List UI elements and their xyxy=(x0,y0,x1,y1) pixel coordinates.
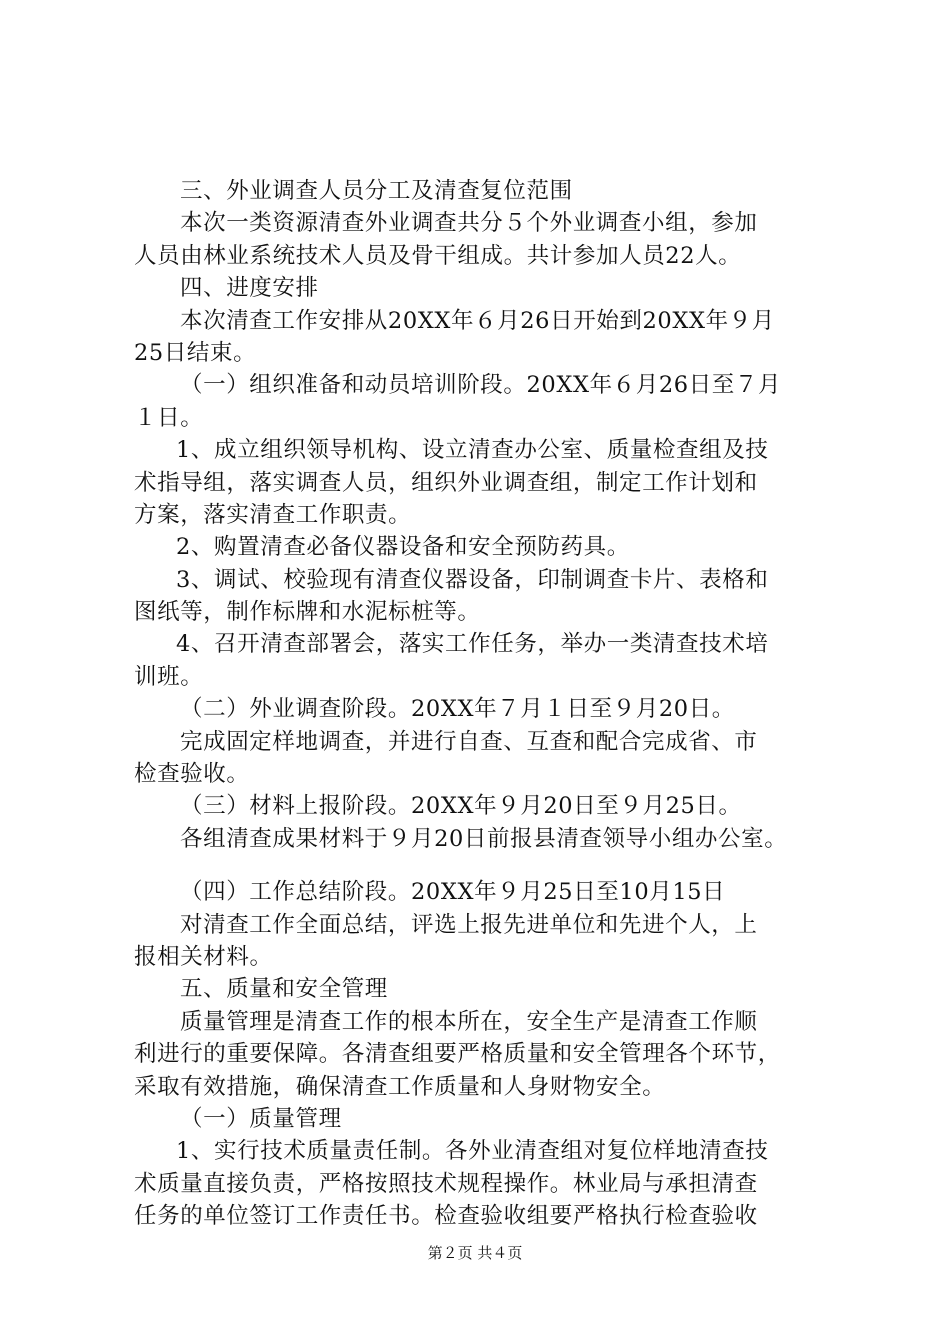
text-line: 任务的单位签订工作责任书。检查验收组要严格执行检查验收 xyxy=(134,1203,758,1230)
text-line: 五、质量和安全管理 xyxy=(180,976,388,1003)
text-line: 检查验收。 xyxy=(134,761,250,788)
text-line: 三、外业调查人员分工及清查复位范围 xyxy=(180,178,573,204)
text-line: 图纸等，制作标牌和水泥标桩等。 xyxy=(134,599,481,626)
text-line: （四）工作总结阶段。20XX年９月25日至10月15日 xyxy=(180,879,726,906)
page-footer: 第２页 共４页 xyxy=(427,1244,523,1262)
text-line: 25日结束。 xyxy=(134,339,257,366)
text-line: 四、进度安排 xyxy=(180,275,319,302)
text-line: 方案，落实清查工作职责。 xyxy=(134,501,412,528)
paragraph-gap xyxy=(134,855,834,876)
text-line: （一）质量管理 xyxy=(180,1105,342,1132)
text-line: （二）外业调查阶段。20XX年７月１日至９月20日。 xyxy=(180,696,735,723)
text-line: 人员由林业系统技术人员及骨干组成。共计参加人员22人。 xyxy=(134,242,742,269)
text-line: 1、成立组织领导机构、设立清查办公室、质量检查组及技 xyxy=(176,437,769,464)
text-line: 1、实行技术质量责任制。各外业清查组对复位样地清查技 xyxy=(176,1138,769,1165)
text-line: 采取有效措施，确保清查工作质量和人身财物安全。 xyxy=(134,1073,666,1100)
text-line: １日。 xyxy=(134,404,204,431)
text-line: 对清查工作全面总结，评选上报先进单位和先进个人，上 xyxy=(180,911,758,938)
text-line: 术质量直接负责，严格按照技术规程操作。林业局与承担清查 xyxy=(134,1170,758,1197)
text-line: （三）材料上报阶段。20XX年９月20日至９月25日。 xyxy=(180,793,742,820)
document-body xyxy=(134,175,834,1233)
text-line: 各组清查成果材料于９月20日前报县清查领导小组办公室。 xyxy=(180,825,788,852)
text-line: （一）组织准备和动员培训阶段。20XX年６月26日至７月 xyxy=(180,372,782,399)
text-line: 完成固定样地调查，并进行自查、互查和配合完成省、市 xyxy=(180,728,758,755)
text-line: 术指导组，落实调查人员，组织外业调查组，制定工作计划和 xyxy=(134,469,758,496)
text-line: 2、购置清查必备仪器设备和安全预防药具。 xyxy=(176,534,630,561)
text-line: 3、调试、校验现有清查仪器设备，印制调查卡片、表格和 xyxy=(176,566,769,593)
text-line: 本次清查工作安排从20XX年６月26日开始到20XX年９月 xyxy=(180,307,775,334)
text-line: 本次一类资源清查外业调查共分５个外业调查小组，参加 xyxy=(180,210,758,237)
text-line: 利进行的重要保障。各清查组要严格质量和安全管理各个环节， xyxy=(134,1041,781,1068)
text-line: 质量管理是清查工作的根本所在，安全生产是清查工作顺 xyxy=(180,1008,758,1035)
text-line: 训班。 xyxy=(134,663,204,690)
text-line: 4、召开清查部署会，落实工作任务，举办一类清查技术培 xyxy=(176,631,769,658)
text-line: 报相关材料。 xyxy=(134,943,273,970)
